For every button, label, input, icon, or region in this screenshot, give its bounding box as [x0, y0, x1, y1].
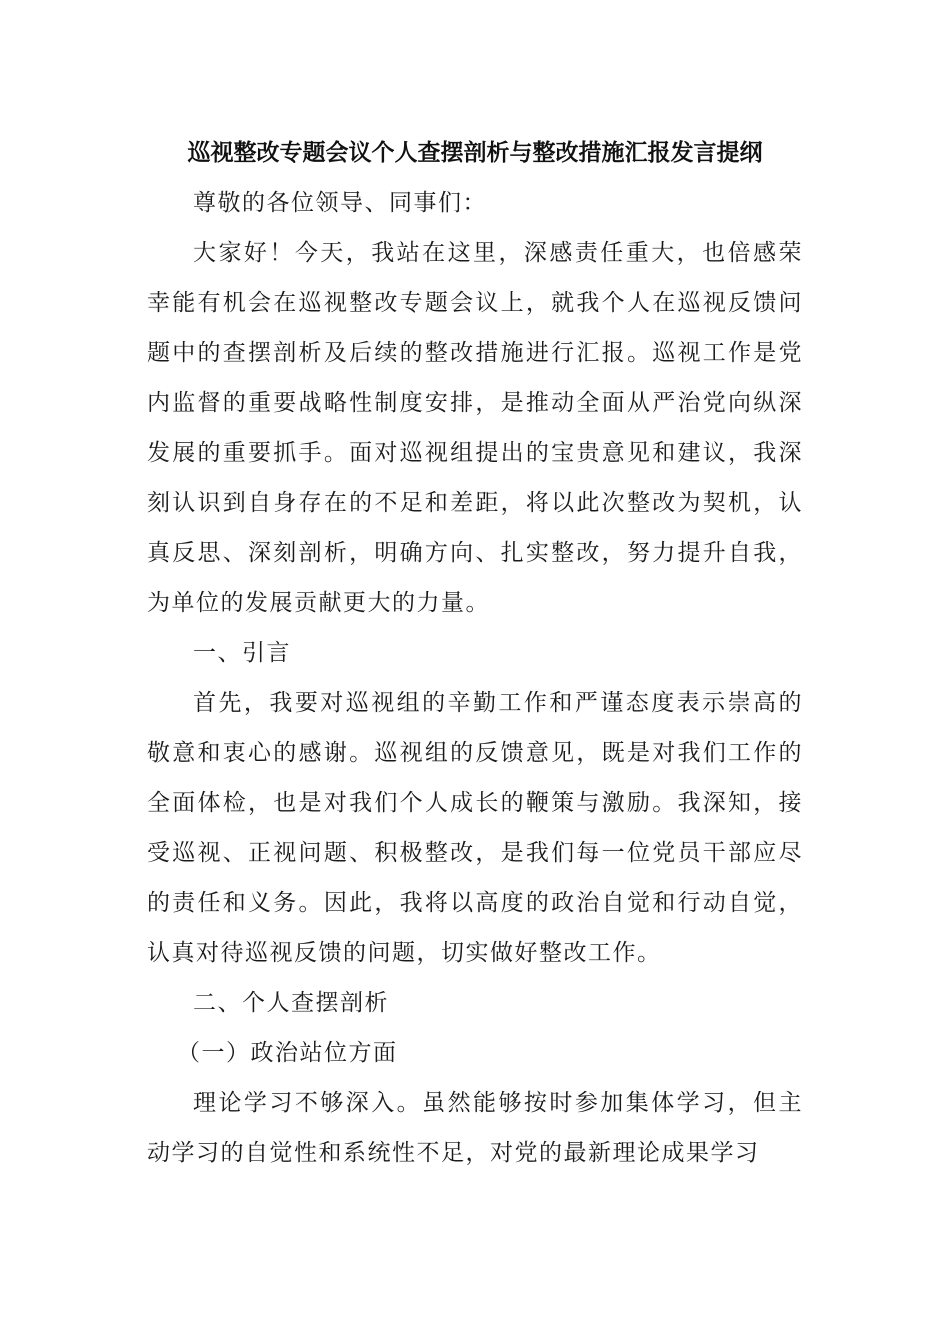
document-title: 巡视整改专题会议个人查摆剖析与整改措施汇报发言提纲 [187, 139, 763, 166]
document-body [147, 128, 803, 1178]
salutation: 尊敬的各位领导、同事们： [193, 190, 487, 216]
section-1-paragraph: 首先，我要对巡视组的辛勤工作和严谨态度表示崇高的敬意和衷心的感谢。巡视组的反馈意见，既是对我们工作的全面体检，也是对我们个人成长的鞭策与激励。我深知，接受巡视、正视问题、积极整改，是我们每一位党员干部应尽的责任和义务。因此，我将以高度的政治自觉和行动自觉，认真对待巡视反馈的问题，切实做好整改工作。 [147, 690, 803, 966]
section-2-heading: 二、个人查摆剖析 [193, 990, 389, 1016]
intro-paragraph: 大家好！今天，我站在这里，深感责任重大，也倍感荣幸能有机会在巡视整改专题会议上，就我个人在巡视反馈问题中的查摆剖析及后续的整改措施进行汇报。巡视工作是党内监督的重要战略性制度安排，是推动全面从严治党向纵深发展的重要抓手。面对巡视组提出的宝贵意见和建议，我深刻认识到自身存在的不足和差距，将以此次整改为契机，认真反思、深刻剖析，明确方向、扎实整改，努力提升自我，为单位的发展贡献更大的力量。 [147, 240, 803, 616]
subsection-1-paragraph: 理论学习不够深入。虽然能够按时参加集体学习，但主动学习的自觉性和系统性不足，对党的最新理论成果学习 [147, 1090, 803, 1166]
section-1-heading: 一、引言 [193, 640, 291, 666]
subsection-1-heading: （一）政治站位方面 [177, 1040, 398, 1066]
